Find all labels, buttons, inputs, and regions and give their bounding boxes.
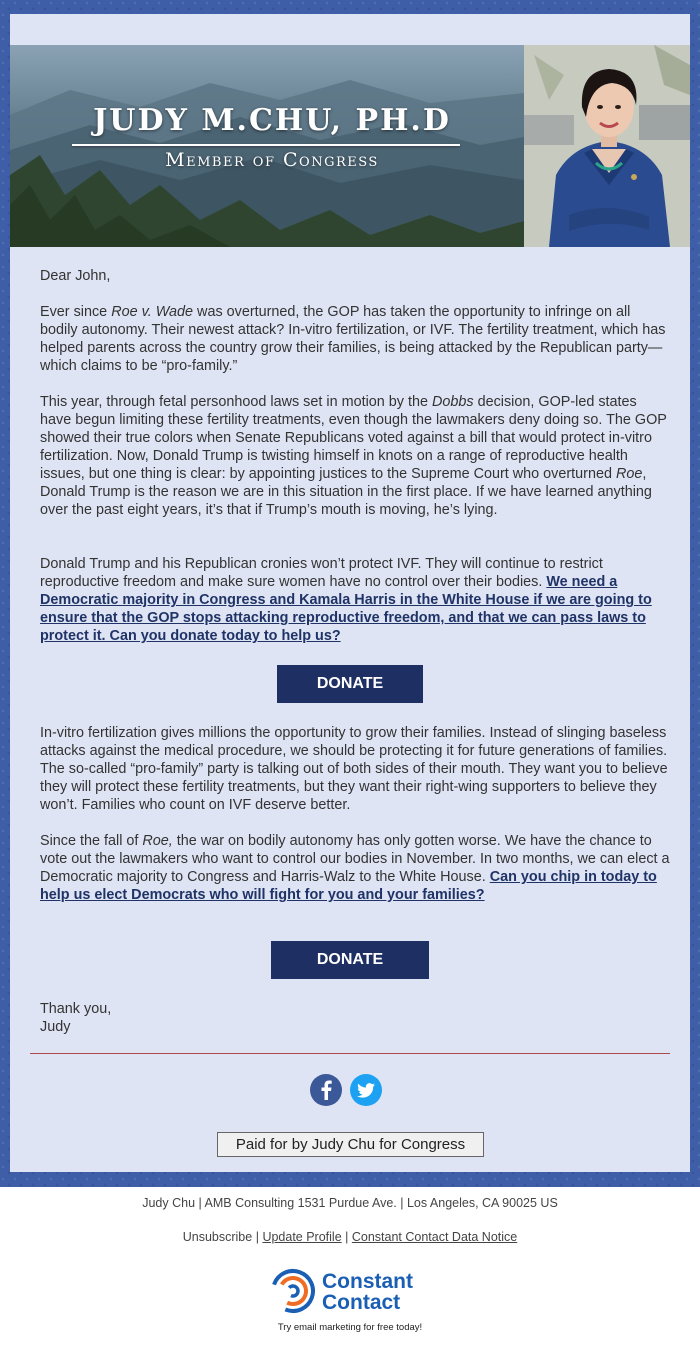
paragraph-1: Ever since Roe v. Wade was overturned, the GOP has taken the opportunity to infringe on all bodily autonomy. Their newest attack? In-vitro fertilization, or IVF. The fertility treatment, which has helped parents across the country grow their families, is being attacked by the Republican party—which claims to be “pro-family.” — [40, 304, 666, 374]
update-profile-link[interactable]: Update Profile — [262, 1230, 342, 1244]
footer-links — [0, 1230, 700, 1244]
donate-ask-link-2[interactable]: Can you chip in today to help us elect Democrats who will fight for you and your families? — [40, 869, 657, 903]
signoff-name: Judy — [40, 1019, 71, 1035]
divider — [30, 1053, 670, 1054]
email-card — [10, 14, 690, 1172]
footer-address: Judy Chu | AMB Consulting 1531 Purdue Ave. | Los Angeles, CA 90025 US — [142, 1196, 558, 1210]
header-banner — [10, 45, 690, 247]
data-notice-link[interactable]: Constant Contact Data Notice — [351, 1230, 518, 1244]
footer-separator: | — [345, 1230, 349, 1244]
banner-subtitle: Member of Congress — [165, 149, 379, 171]
donate-button-2[interactable]: DONATE — [271, 941, 429, 979]
paragraph-5: Since the fall of Roe, the war on bodily autonomy has only gotten worse. We have the chance to vote out the lawmakers who want to control our bodies in November. In two months, we can elect a Democratic majority to Congress and Harris-Walz to the White House. Can you chip in today to help us elect Democrats who will fight for you and your families? — [40, 833, 670, 903]
constant-contact-swirl-icon — [270, 1268, 319, 1314]
donate-ask-link-1[interactable]: We need a Democratic majority in Congress and Kamala Harris in the White House if we are going to ensure that the GOP stops attacking reproductive freedom, and that we can pass laws to protect it. Can you donate today to help us? — [40, 574, 652, 644]
portrait-photo — [524, 45, 690, 247]
paragraph-3: Donald Trump and his Republican cronies won’t protect IVF. They will continue to restrict reproductive freedom and make sure women have no control over their bodies. We need a Democratic majority in Congress and Kamala Harris in the White House if we are going to ensure that the GOP stops attacking reproductive freedom, and that we can pass laws to protect it. Can you donate today to help us? — [40, 556, 652, 644]
cc-logo-text-1: Constant — [322, 1270, 413, 1293]
cc-logo-text-2: Contact — [322, 1291, 401, 1314]
paid-for-disclaimer: Paid for by Judy Chu for Congress — [217, 1132, 484, 1157]
cc-tagline[interactable]: Try email marketing for free today! — [277, 1322, 423, 1333]
donate-button-1[interactable]: DONATE — [277, 665, 423, 703]
banner-title: JUDY M.CHU, PH.D — [93, 103, 451, 138]
greeting: Dear John, — [40, 268, 111, 284]
footer-separator: | — [255, 1230, 259, 1244]
unsubscribe-link[interactable]: Unsubscribe — [182, 1230, 253, 1244]
paragraph-4: In-vitro fertilization gives millions the opportunity to grow their families. Instead of slinging baseless attacks against the medical procedure, we should be protecting it for future generations of families. The so-called “pro-family” party is talking out of both sides of their mouth. They want you to believe they will protect these fertility treatments, but they want their right-wing supporters to believe they won’t. Families who count on IVF deserve better. — [40, 725, 668, 813]
twitter-icon[interactable] — [350, 1074, 382, 1106]
paragraph-2: This year, through fetal personhood laws set in motion by the Dobbs decision, GOP-led states have begun limiting these fertility treatments, even though the lawmakers deny doing so. The GOP showed their true colors when Senate Republicans voted against a bill that would protect in-vitro fertilization. Now, Donald Trump is twisting himself in knots on a range of reproductive health issues, but one thing is clear: by appointing justices to the Supreme Court who overturned Roe, Donald Trump is the reason we are in this situation in the first place. If we have learned anything over the past eight years, it’s that if Trump’s mouth is moving, he’s lying. — [40, 394, 667, 518]
signoff-thanks: Thank you, — [40, 1001, 112, 1017]
constant-contact-logo[interactable] — [270, 1268, 440, 1314]
banner-rule — [72, 144, 460, 146]
facebook-icon[interactable] — [310, 1074, 342, 1106]
